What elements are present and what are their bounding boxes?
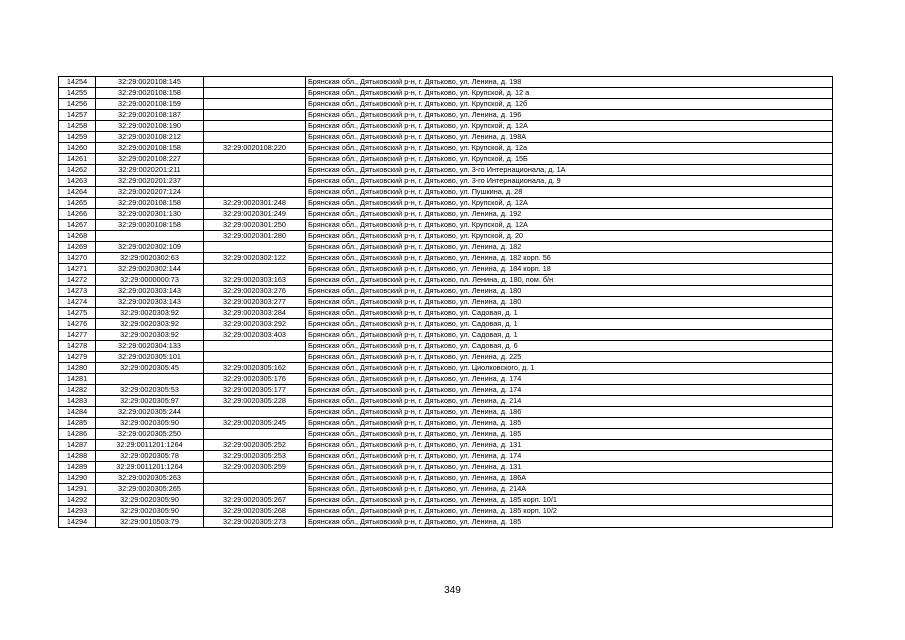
object-cadastral-number-cell	[204, 77, 306, 88]
cadastral-number-cell: 32:29:0010503:79	[96, 517, 204, 528]
row-number-cell: 14293	[59, 506, 96, 517]
row-number-cell: 14267	[59, 220, 96, 231]
cadastral-number-cell: 32:29:0020303:92	[96, 308, 204, 319]
table-row	[59, 308, 833, 319]
object-cadastral-number-cell	[204, 154, 306, 165]
object-cadastral-number-cell: 32:29:0020301:280	[204, 231, 306, 242]
row-number-cell: 14271	[59, 264, 96, 275]
cadastral-number-cell: 32:29:0020207:124	[96, 187, 204, 198]
address-cell: Брянская обл., Дятьковский р-н, г. Дятьково, ул. Ленина, д. 180	[306, 297, 833, 308]
row-number-cell: 14277	[59, 330, 96, 341]
table-row	[59, 253, 833, 264]
cadastral-number-cell: 32:29:0020108:158	[96, 143, 204, 154]
registry-table	[58, 76, 833, 528]
object-cadastral-number-cell: 32:29:0020305:162	[204, 363, 306, 374]
cadastral-number-cell: 32:29:0020305:45	[96, 363, 204, 374]
cadastral-number-cell: 32:29:0020305:250	[96, 429, 204, 440]
object-cadastral-number-cell	[204, 110, 306, 121]
row-number-cell: 14261	[59, 154, 96, 165]
row-number-cell: 14285	[59, 418, 96, 429]
address-cell: Брянская обл., Дятьковский р-н, г. Дятьково, ул. Ленина, д. 186	[306, 407, 833, 418]
table-row	[59, 418, 833, 429]
object-cadastral-number-cell	[204, 242, 306, 253]
row-number-cell: 14276	[59, 319, 96, 330]
cadastral-number-cell	[96, 374, 204, 385]
row-number-cell: 14259	[59, 132, 96, 143]
cadastral-number-cell: 32:29:0020302:63	[96, 253, 204, 264]
cadastral-number-cell: 32:29:0020305:97	[96, 396, 204, 407]
table-row	[59, 242, 833, 253]
table-row	[59, 495, 833, 506]
cadastral-number-cell: 32:29:0020303:143	[96, 286, 204, 297]
object-cadastral-number-cell: 32:29:0020301:250	[204, 220, 306, 231]
address-cell: Брянская обл., Дятьковский р-н, г. Дятьково, ул. Ленина, д. 214А	[306, 484, 833, 495]
table-row	[59, 440, 833, 451]
address-cell: Брянская обл., Дятьковский р-н, г. Дятьково, ул. Ленина, д. 184 корп. 18	[306, 264, 833, 275]
row-number-cell: 14281	[59, 374, 96, 385]
cadastral-number-cell: 32:29:0020108:145	[96, 77, 204, 88]
object-cadastral-number-cell	[204, 121, 306, 132]
table-row	[59, 88, 833, 99]
address-cell: Брянская обл., Дятьковский р-н, г. Дятьково, ул. Ленина, д. 185	[306, 429, 833, 440]
table-row	[59, 154, 833, 165]
address-cell: Брянская обл., Дятьковский р-н, г. Дятьково, ул. Ленина, д. 225	[306, 352, 833, 363]
address-cell: Брянская обл., Дятьковский р-н, г. Дятьково, ул. Ленина, д. 198А	[306, 132, 833, 143]
cadastral-number-cell: 32:29:0020108:212	[96, 132, 204, 143]
object-cadastral-number-cell	[204, 352, 306, 363]
row-number-cell: 14263	[59, 176, 96, 187]
row-number-cell: 14282	[59, 385, 96, 396]
address-cell: Брянская обл., Дятьковский р-н, г. Дятьково, ул. Ленина, д. 192	[306, 209, 833, 220]
cadastral-number-cell: 32:29:0020302:109	[96, 242, 204, 253]
address-cell: Брянская обл., Дятьковский р-н, г. Дятьково, ул. Ленина, д. 214	[306, 396, 833, 407]
table-row	[59, 407, 833, 418]
cadastral-number-cell: 32:29:0020303:143	[96, 297, 204, 308]
object-cadastral-number-cell	[204, 341, 306, 352]
cadastral-number-cell: 32:29:0020108:159	[96, 99, 204, 110]
table-row	[59, 473, 833, 484]
row-number-cell: 14278	[59, 341, 96, 352]
table-row	[59, 451, 833, 462]
object-cadastral-number-cell: 32:29:0020305:273	[204, 517, 306, 528]
table-row	[59, 363, 833, 374]
address-cell: Брянская обл., Дятьковский р-н, г. Дятьково, ул. Ленина, д. 198	[306, 77, 833, 88]
row-number-cell: 14268	[59, 231, 96, 242]
address-cell: Брянская обл., Дятьковский р-н, г. Дятьково, ул. Ленина, д. 186А	[306, 473, 833, 484]
address-cell: Брянская обл., Дятьковский р-н, г. Дятьково, ул. Садовая, д. 1	[306, 308, 833, 319]
address-cell: Брянская обл., Дятьковский р-н, г. Дятьково, ул. Садовая, д. 1	[306, 319, 833, 330]
row-number-cell: 14270	[59, 253, 96, 264]
address-cell: Брянская обл., Дятьковский р-н, г. Дятьково, ул. Ленина, д. 185	[306, 517, 833, 528]
cadastral-number-cell: 32:29:0020201:237	[96, 176, 204, 187]
row-number-cell: 14257	[59, 110, 96, 121]
table-row	[59, 187, 833, 198]
address-cell: Брянская обл., Дятьковский р-н, г. Дятьково, ул. Крупской, д. 12А	[306, 121, 833, 132]
table-row	[59, 506, 833, 517]
address-cell: Брянская обл., Дятьковский р-н, г. Дятьково, ул. Ленина, д. 182	[306, 242, 833, 253]
table-row	[59, 319, 833, 330]
address-cell: Брянская обл., Дятьковский р-н, г. Дятьково, ул. Ленина, д. 196	[306, 110, 833, 121]
cadastral-number-cell: 32:29:0020108:187	[96, 110, 204, 121]
row-number-cell: 14287	[59, 440, 96, 451]
table-row	[59, 220, 833, 231]
row-number-cell: 14260	[59, 143, 96, 154]
row-number-cell: 14289	[59, 462, 96, 473]
object-cadastral-number-cell	[204, 473, 306, 484]
cadastral-number-cell: 32:29:0020108:158	[96, 198, 204, 209]
table-row	[59, 176, 833, 187]
address-cell: Брянская обл., Дятьковский р-н, г. Дятьково, ул. Ленина, д. 182 корп. 56	[306, 253, 833, 264]
table-row	[59, 462, 833, 473]
cadastral-number-cell: 32:29:0011201:1264	[96, 462, 204, 473]
address-cell: Брянская обл., Дятьковский р-н, г. Дятьково, ул. Крупской, д. 20	[306, 231, 833, 242]
page-number: 349	[444, 585, 461, 596]
object-cadastral-number-cell	[204, 165, 306, 176]
table-row	[59, 385, 833, 396]
address-cell: Брянская обл., Дятьковский р-н, г. Дятьково, ул. Ленина, д. 174	[306, 374, 833, 385]
table-row	[59, 286, 833, 297]
row-number-cell: 14274	[59, 297, 96, 308]
row-number-cell: 14264	[59, 187, 96, 198]
address-cell: Брянская обл., Дятьковский р-н, г. Дятьково, ул. Крупской, д. 12А	[306, 220, 833, 231]
row-number-cell: 14273	[59, 286, 96, 297]
address-cell: Брянская обл., Дятьковский р-н, г. Дятьково, ул. Ленина, д. 174	[306, 385, 833, 396]
cadastral-number-cell: 32:29:0020303:92	[96, 330, 204, 341]
table-row	[59, 143, 833, 154]
object-cadastral-number-cell: 32:29:0020303:292	[204, 319, 306, 330]
object-cadastral-number-cell	[204, 264, 306, 275]
object-cadastral-number-cell	[204, 132, 306, 143]
row-number-cell: 14284	[59, 407, 96, 418]
object-cadastral-number-cell: 32:29:0020303:276	[204, 286, 306, 297]
cadastral-number-cell: 32:29:0020108:158	[96, 88, 204, 99]
cadastral-number-cell: 32:29:0020301:130	[96, 209, 204, 220]
object-cadastral-number-cell: 32:29:0020305:177	[204, 385, 306, 396]
table-row	[59, 110, 833, 121]
row-number-cell: 14265	[59, 198, 96, 209]
table-row	[59, 517, 833, 528]
object-cadastral-number-cell: 32:29:0020305:268	[204, 506, 306, 517]
cadastral-number-cell: 32:29:0020108:227	[96, 154, 204, 165]
table-row	[59, 484, 833, 495]
address-cell: Брянская обл., Дятьковский р-н, г. Дятьково, ул. Пушкина, д. 28	[306, 187, 833, 198]
table-row	[59, 429, 833, 440]
address-cell: Брянская обл., Дятьковский р-н, г. Дятьково, ул. Ленина, д. 131	[306, 462, 833, 473]
table-row	[59, 297, 833, 308]
object-cadastral-number-cell: 32:29:0020305:228	[204, 396, 306, 407]
table-row	[59, 231, 833, 242]
row-number-cell: 14272	[59, 275, 96, 286]
cadastral-number-cell: 32:29:0020201:211	[96, 165, 204, 176]
address-cell: Брянская обл., Дятьковский р-н, г. Дятьково, пл. Ленина, д. 180, пом. б/н	[306, 275, 833, 286]
cadastral-number-cell: 32:29:0011201:1264	[96, 440, 204, 451]
cadastral-number-cell: 32:29:0020304:133	[96, 341, 204, 352]
cadastral-number-cell: 32:29:0020305:101	[96, 352, 204, 363]
table-row	[59, 121, 833, 132]
cadastral-number-cell: 32:29:0020305:263	[96, 473, 204, 484]
row-number-cell: 14254	[59, 77, 96, 88]
object-cadastral-number-cell: 32:29:0020301:248	[204, 198, 306, 209]
table-row	[59, 99, 833, 110]
table-row	[59, 330, 833, 341]
cadastral-number-cell: 32:29:0020303:92	[96, 319, 204, 330]
cadastral-number-cell: 32:29:0020305:244	[96, 407, 204, 418]
object-cadastral-number-cell: 32:29:0020305:253	[204, 451, 306, 462]
table-row	[59, 341, 833, 352]
table-row	[59, 132, 833, 143]
object-cadastral-number-cell: 32:29:0020303:284	[204, 308, 306, 319]
row-number-cell: 14290	[59, 473, 96, 484]
object-cadastral-number-cell: 32:29:0020305:245	[204, 418, 306, 429]
table-row	[59, 352, 833, 363]
object-cadastral-number-cell: 32:29:0020305:252	[204, 440, 306, 451]
address-cell: Брянская обл., Дятьковский р-н, г. Дятьково, ул. Крупской, д. 12А	[306, 198, 833, 209]
object-cadastral-number-cell	[204, 187, 306, 198]
table-row	[59, 396, 833, 407]
row-number-cell: 14280	[59, 363, 96, 374]
row-number-cell: 14294	[59, 517, 96, 528]
object-cadastral-number-cell	[204, 407, 306, 418]
object-cadastral-number-cell	[204, 429, 306, 440]
row-number-cell: 14291	[59, 484, 96, 495]
row-number-cell: 14269	[59, 242, 96, 253]
registry-table-body	[59, 77, 833, 528]
cadastral-number-cell: 32:29:0020305:90	[96, 418, 204, 429]
address-cell: Брянская обл., Дятьковский р-н, г. Дятьково, ул. Циолковского, д. 1	[306, 363, 833, 374]
address-cell: Брянская обл., Дятьковский р-н, г. Дятьково, ул. Садовая, д. 6	[306, 341, 833, 352]
address-cell: Брянская обл., Дятьковский р-н, г. Дятьково, ул. 3-го Интернационала, д. 9	[306, 176, 833, 187]
cadastral-number-cell: 32:29:0020305:90	[96, 495, 204, 506]
address-cell: Брянская обл., Дятьковский р-н, г. Дятьково, ул. Ленина, д. 131	[306, 440, 833, 451]
cadastral-number-cell: 32:29:0020305:90	[96, 506, 204, 517]
object-cadastral-number-cell: 32:29:0020305:267	[204, 495, 306, 506]
address-cell: Брянская обл., Дятьковский р-н, г. Дятьково, ул. Ленина, д. 174	[306, 451, 833, 462]
cadastral-number-cell: 32:29:0020305:53	[96, 385, 204, 396]
row-number-cell: 14283	[59, 396, 96, 407]
table-row	[59, 374, 833, 385]
cadastral-number-cell	[96, 231, 204, 242]
address-cell: Брянская обл., Дятьковский р-н, г. Дятьково, ул. Крупской, д. 12а	[306, 143, 833, 154]
row-number-cell: 14266	[59, 209, 96, 220]
object-cadastral-number-cell	[204, 99, 306, 110]
row-number-cell: 14256	[59, 99, 96, 110]
address-cell: Брянская обл., Дятьковский р-н, г. Дятьково, ул. Крупской, д. 12б	[306, 99, 833, 110]
row-number-cell: 14279	[59, 352, 96, 363]
table-row	[59, 165, 833, 176]
address-cell: Брянская обл., Дятьковский р-н, г. Дятьково, ул. Ленина, д. 180	[306, 286, 833, 297]
row-number-cell: 14255	[59, 88, 96, 99]
object-cadastral-number-cell	[204, 88, 306, 99]
table-row	[59, 77, 833, 88]
object-cadastral-number-cell: 32:29:0020303:277	[204, 297, 306, 308]
row-number-cell: 14258	[59, 121, 96, 132]
address-cell: Брянская обл., Дятьковский р-н, г. Дятьково, ул. Крупской, д. 15Б	[306, 154, 833, 165]
address-cell: Брянская обл., Дятьковский р-н, г. Дятьково, ул. Ленина, д. 185	[306, 418, 833, 429]
table-row	[59, 275, 833, 286]
object-cadastral-number-cell	[204, 176, 306, 187]
table-row	[59, 209, 833, 220]
table-row	[59, 264, 833, 275]
row-number-cell: 14262	[59, 165, 96, 176]
row-number-cell: 14286	[59, 429, 96, 440]
object-cadastral-number-cell: 32:29:0020305:176	[204, 374, 306, 385]
object-cadastral-number-cell	[204, 484, 306, 495]
cadastral-number-cell: 32:29:0020108:190	[96, 121, 204, 132]
table-row	[59, 198, 833, 209]
cadastral-number-cell: 32:29:0020305:265	[96, 484, 204, 495]
cadastral-number-cell: 32:29:0020302:144	[96, 264, 204, 275]
object-cadastral-number-cell: 32:29:0020108:220	[204, 143, 306, 154]
object-cadastral-number-cell: 32:29:0020301:249	[204, 209, 306, 220]
cadastral-number-cell: 32:29:0020305:78	[96, 451, 204, 462]
row-number-cell: 14275	[59, 308, 96, 319]
row-number-cell: 14288	[59, 451, 96, 462]
address-cell: Брянская обл., Дятьковский р-н, г. Дятьково, ул. Ленина, д. 185 корп. 10/1	[306, 495, 833, 506]
address-cell: Брянская обл., Дятьковский р-н, г. Дятьково, ул. Крупской, д. 12 а	[306, 88, 833, 99]
cadastral-number-cell: 32:29:0020108:158	[96, 220, 204, 231]
address-cell: Брянская обл., Дятьковский р-н, г. Дятьково, ул. Ленина, д. 185 корп. 10/2	[306, 506, 833, 517]
object-cadastral-number-cell: 32:29:0020305:259	[204, 462, 306, 473]
address-cell: Брянская обл., Дятьковский р-н, г. Дятьково, ул. Садовая, д. 1	[306, 330, 833, 341]
object-cadastral-number-cell: 32:29:0020303:403	[204, 330, 306, 341]
address-cell: Брянская обл., Дятьковский р-н, г. Дятьково, ул. 3-го Интернационала, д. 1А	[306, 165, 833, 176]
row-number-cell: 14292	[59, 495, 96, 506]
cadastral-number-cell: 32:29:0000000:73	[96, 275, 204, 286]
object-cadastral-number-cell: 32:29:0020303:163	[204, 275, 306, 286]
object-cadastral-number-cell: 32:29:0020302:122	[204, 253, 306, 264]
